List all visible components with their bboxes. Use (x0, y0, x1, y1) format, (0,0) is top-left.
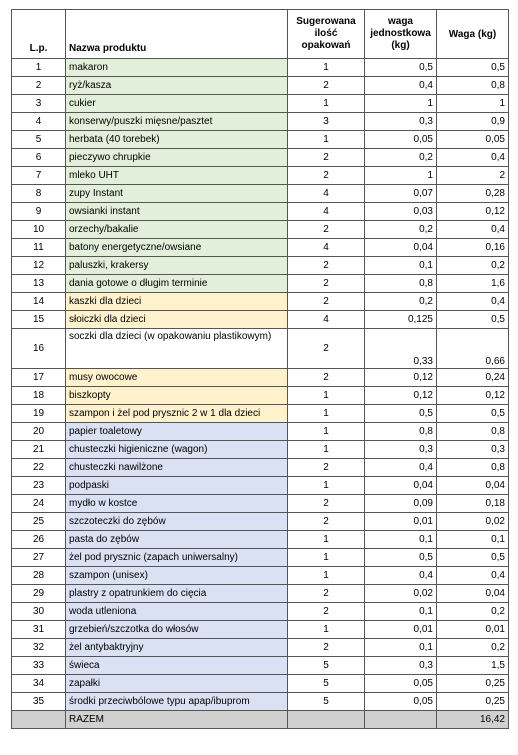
unit-weight: 0,1 (365, 257, 437, 275)
table-row (12, 77, 509, 95)
product-name: makaron (66, 59, 288, 77)
row-lp: 3 (12, 95, 66, 113)
table-row (12, 311, 509, 329)
product-name: słoiczki dla dzieci (66, 311, 288, 329)
product-name: grzebień/szczotka do włosów (66, 621, 288, 639)
row-lp: 16 (12, 329, 66, 369)
row-lp: 13 (12, 275, 66, 293)
suggested-quantity: 2 (288, 275, 365, 293)
row-lp: 7 (12, 167, 66, 185)
total-weight: 2 (437, 167, 509, 185)
product-name: biszkopty (66, 387, 288, 405)
suggested-quantity: 2 (288, 459, 365, 477)
unit-weight: 0,05 (365, 131, 437, 149)
suggested-quantity: 4 (288, 203, 365, 221)
row-lp: 23 (12, 477, 66, 495)
row-lp: 31 (12, 621, 66, 639)
product-name: żel antybaktryjny (66, 639, 288, 657)
total-weight: 0,5 (437, 59, 509, 77)
total-weight: 0,4 (437, 293, 509, 311)
row-lp: 28 (12, 567, 66, 585)
product-name: woda utleniona (66, 603, 288, 621)
table-row (12, 293, 509, 311)
row-lp: 25 (12, 513, 66, 531)
header-suggested-quantity: Sugerowana ilość opakowań (288, 10, 365, 59)
unit-weight: 0,2 (365, 293, 437, 311)
total-weight: 1,5 (437, 657, 509, 675)
suggested-quantity: 1 (288, 405, 365, 423)
row-lp: 15 (12, 311, 66, 329)
total-weight: 0,04 (437, 585, 509, 603)
row-lp: 6 (12, 149, 66, 167)
product-name: świeca (66, 657, 288, 675)
suggested-quantity: 1 (288, 423, 365, 441)
unit-weight: 0,1 (365, 603, 437, 621)
suggested-quantity: 2 (288, 221, 365, 239)
unit-weight: 0,33 (365, 329, 437, 369)
total-weight: 0,9 (437, 113, 509, 131)
unit-weight: 0,05 (365, 693, 437, 711)
table-row (12, 423, 509, 441)
product-name: mleko UHT (66, 167, 288, 185)
table-row (12, 531, 509, 549)
table-row (12, 203, 509, 221)
total-weight: 0,2 (437, 257, 509, 275)
unit-weight: 0,1 (365, 531, 437, 549)
product-name: dania gotowe o długim terminie (66, 275, 288, 293)
total-weight: 1 (437, 95, 509, 113)
suggested-quantity: 1 (288, 95, 365, 113)
total-weight: 0,01 (437, 621, 509, 639)
unit-weight: 0,01 (365, 621, 437, 639)
unit-weight: 0,5 (365, 405, 437, 423)
total-weight: 0,24 (437, 369, 509, 387)
product-name: chusteczki higieniczne (wagon) (66, 441, 288, 459)
row-lp: 4 (12, 113, 66, 131)
row-lp: 19 (12, 405, 66, 423)
suggested-quantity: 5 (288, 675, 365, 693)
suggested-quantity: 1 (288, 131, 365, 149)
suggested-quantity: 2 (288, 293, 365, 311)
table-row (12, 275, 509, 293)
product-name: szampon i żel pod prysznic 2 w 1 dla dzieci (66, 405, 288, 423)
unit-weight: 0,4 (365, 459, 437, 477)
product-name: plastry z opatrunkiem do cięcia (66, 585, 288, 603)
product-name: konserwy/puszki mięsne/pasztet (66, 113, 288, 131)
suggested-quantity: 2 (288, 329, 365, 369)
unit-weight: 1 (365, 95, 437, 113)
suggested-quantity: 1 (288, 531, 365, 549)
product-name: mydło w kostce (66, 495, 288, 513)
unit-weight: 0,02 (365, 585, 437, 603)
table-row (12, 549, 509, 567)
total-weight: 0,04 (437, 477, 509, 495)
total-weight: 0,16 (437, 239, 509, 257)
table-row (12, 603, 509, 621)
table-row (12, 369, 509, 387)
table-row (12, 329, 509, 369)
suggested-quantity: 4 (288, 311, 365, 329)
row-lp: 33 (12, 657, 66, 675)
unit-weight: 0,09 (365, 495, 437, 513)
suggested-quantity: 2 (288, 77, 365, 95)
table-row (12, 513, 509, 531)
header-unit-weight: waga jednostkowa (kg) (365, 10, 437, 59)
total-row (12, 711, 509, 729)
unit-weight: 0,2 (365, 149, 437, 167)
table-row (12, 459, 509, 477)
unit-weight: 0,3 (365, 441, 437, 459)
total-weight: 0,8 (437, 423, 509, 441)
unit-weight: 0,12 (365, 387, 437, 405)
row-lp: 21 (12, 441, 66, 459)
unit-weight: 0,07 (365, 185, 437, 203)
table-row (12, 639, 509, 657)
suggested-quantity: 2 (288, 585, 365, 603)
product-table (11, 9, 509, 729)
total-weight: 0,4 (437, 567, 509, 585)
header-product-name: Nazwa produktu (66, 10, 288, 59)
table-row (12, 149, 509, 167)
product-name: herbata (40 torebek) (66, 131, 288, 149)
table-row (12, 405, 509, 423)
unit-weight: 0,12 (365, 369, 437, 387)
product-name: środki przeciwbólowe typu apap/ibuprom (66, 693, 288, 711)
total-weight: 0,12 (437, 387, 509, 405)
unit-weight: 0,5 (365, 59, 437, 77)
table-row (12, 185, 509, 203)
product-name: owsianki instant (66, 203, 288, 221)
total-weight: 0,4 (437, 221, 509, 239)
total-weight: 0,28 (437, 185, 509, 203)
total-weight: 0,5 (437, 311, 509, 329)
row-lp: 2 (12, 77, 66, 95)
total-weight: 16,42 (437, 711, 509, 729)
product-name: papier toaletowy (66, 423, 288, 441)
row-lp: 26 (12, 531, 66, 549)
total-label: RAZEM (66, 711, 288, 729)
row-lp: 5 (12, 131, 66, 149)
suggested-quantity: 2 (288, 257, 365, 275)
unit-weight: 0,01 (365, 513, 437, 531)
table-row (12, 477, 509, 495)
total-weight: 0,2 (437, 639, 509, 657)
table-row (12, 387, 509, 405)
row-lp: 29 (12, 585, 66, 603)
table-row (12, 131, 509, 149)
suggested-quantity: 5 (288, 657, 365, 675)
unit-weight: 0,8 (365, 275, 437, 293)
row-lp: 17 (12, 369, 66, 387)
total-qty-cell (288, 711, 365, 729)
total-weight: 0,8 (437, 459, 509, 477)
table-row (12, 59, 509, 77)
suggested-quantity: 2 (288, 167, 365, 185)
suggested-quantity: 1 (288, 621, 365, 639)
suggested-quantity: 4 (288, 239, 365, 257)
suggested-quantity: 2 (288, 369, 365, 387)
suggested-quantity: 5 (288, 693, 365, 711)
table-row (12, 657, 509, 675)
unit-weight: 0,4 (365, 77, 437, 95)
row-lp: 10 (12, 221, 66, 239)
suggested-quantity: 2 (288, 603, 365, 621)
row-lp: 9 (12, 203, 66, 221)
total-weight: 0,02 (437, 513, 509, 531)
total-weight: 0,12 (437, 203, 509, 221)
product-name: chusteczki nawilżone (66, 459, 288, 477)
total-lp-cell (12, 711, 66, 729)
total-weight: 0,18 (437, 495, 509, 513)
row-lp: 20 (12, 423, 66, 441)
product-name: szampon (unisex) (66, 567, 288, 585)
table-body (12, 59, 509, 711)
row-lp: 27 (12, 549, 66, 567)
total-unit-cell (365, 711, 437, 729)
row-lp: 18 (12, 387, 66, 405)
product-name: cukier (66, 95, 288, 113)
suggested-quantity: 1 (288, 387, 365, 405)
unit-weight: 0,04 (365, 477, 437, 495)
table-row (12, 95, 509, 113)
table-row (12, 113, 509, 131)
unit-weight: 1 (365, 167, 437, 185)
table-row (12, 441, 509, 459)
total-weight: 0,05 (437, 131, 509, 149)
suggested-quantity: 1 (288, 477, 365, 495)
total-weight: 0,25 (437, 675, 509, 693)
unit-weight: 0,3 (365, 657, 437, 675)
unit-weight: 0,2 (365, 221, 437, 239)
product-name: paluszki, krakersy (66, 257, 288, 275)
row-lp: 30 (12, 603, 66, 621)
suggested-quantity: 1 (288, 441, 365, 459)
product-name: zapałki (66, 675, 288, 693)
table-row (12, 221, 509, 239)
suggested-quantity: 1 (288, 567, 365, 585)
unit-weight: 0,1 (365, 639, 437, 657)
unit-weight: 0,8 (365, 423, 437, 441)
total-weight: 0,5 (437, 405, 509, 423)
suggested-quantity: 2 (288, 149, 365, 167)
suggested-quantity: 2 (288, 513, 365, 531)
table-row (12, 693, 509, 711)
table-row (12, 585, 509, 603)
row-lp: 24 (12, 495, 66, 513)
product-name: musy owocowe (66, 369, 288, 387)
product-name: pieczywo chrupkie (66, 149, 288, 167)
header-row (12, 10, 509, 59)
total-weight: 0,2 (437, 603, 509, 621)
total-weight: 0,66 (437, 329, 509, 369)
row-lp: 1 (12, 59, 66, 77)
row-lp: 8 (12, 185, 66, 203)
table-row (12, 495, 509, 513)
row-lp: 35 (12, 693, 66, 711)
total-weight: 1,6 (437, 275, 509, 293)
table-row (12, 567, 509, 585)
table-row (12, 675, 509, 693)
product-name: żel pod prysznic (zapach uniwersalny) (66, 549, 288, 567)
row-lp: 11 (12, 239, 66, 257)
product-name: soczki dla dzieci (w opakowaniu plastikowym) (66, 329, 288, 369)
suggested-quantity: 1 (288, 59, 365, 77)
table-row (12, 257, 509, 275)
product-name: pasta do zębów (66, 531, 288, 549)
product-name: orzechy/bakalie (66, 221, 288, 239)
table-row (12, 621, 509, 639)
unit-weight: 0,03 (365, 203, 437, 221)
unit-weight: 0,3 (365, 113, 437, 131)
product-name: podpaski (66, 477, 288, 495)
product-name: zupy Instant (66, 185, 288, 203)
unit-weight: 0,125 (365, 311, 437, 329)
product-name: batony energetyczne/owsiane (66, 239, 288, 257)
row-lp: 14 (12, 293, 66, 311)
total-weight: 0,4 (437, 149, 509, 167)
total-weight: 0,5 (437, 549, 509, 567)
unit-weight: 0,05 (365, 675, 437, 693)
product-name: kaszki dla dzieci (66, 293, 288, 311)
unit-weight: 0,04 (365, 239, 437, 257)
row-lp: 34 (12, 675, 66, 693)
row-lp: 32 (12, 639, 66, 657)
unit-weight: 0,5 (365, 549, 437, 567)
total-weight: 0,25 (437, 693, 509, 711)
total-weight: 0,3 (437, 441, 509, 459)
total-weight: 0,8 (437, 77, 509, 95)
suggested-quantity: 2 (288, 639, 365, 657)
header-lp: L.p. (12, 10, 66, 59)
header-total-weight: Waga (kg) (437, 10, 509, 59)
suggested-quantity: 2 (288, 495, 365, 513)
suggested-quantity: 1 (288, 549, 365, 567)
unit-weight: 0,4 (365, 567, 437, 585)
row-lp: 22 (12, 459, 66, 477)
product-name: ryż/kasza (66, 77, 288, 95)
suggested-quantity: 4 (288, 185, 365, 203)
table-row (12, 239, 509, 257)
product-name: szczoteczki do zębów (66, 513, 288, 531)
suggested-quantity: 3 (288, 113, 365, 131)
row-lp: 12 (12, 257, 66, 275)
total-weight: 0,1 (437, 531, 509, 549)
table-row (12, 167, 509, 185)
